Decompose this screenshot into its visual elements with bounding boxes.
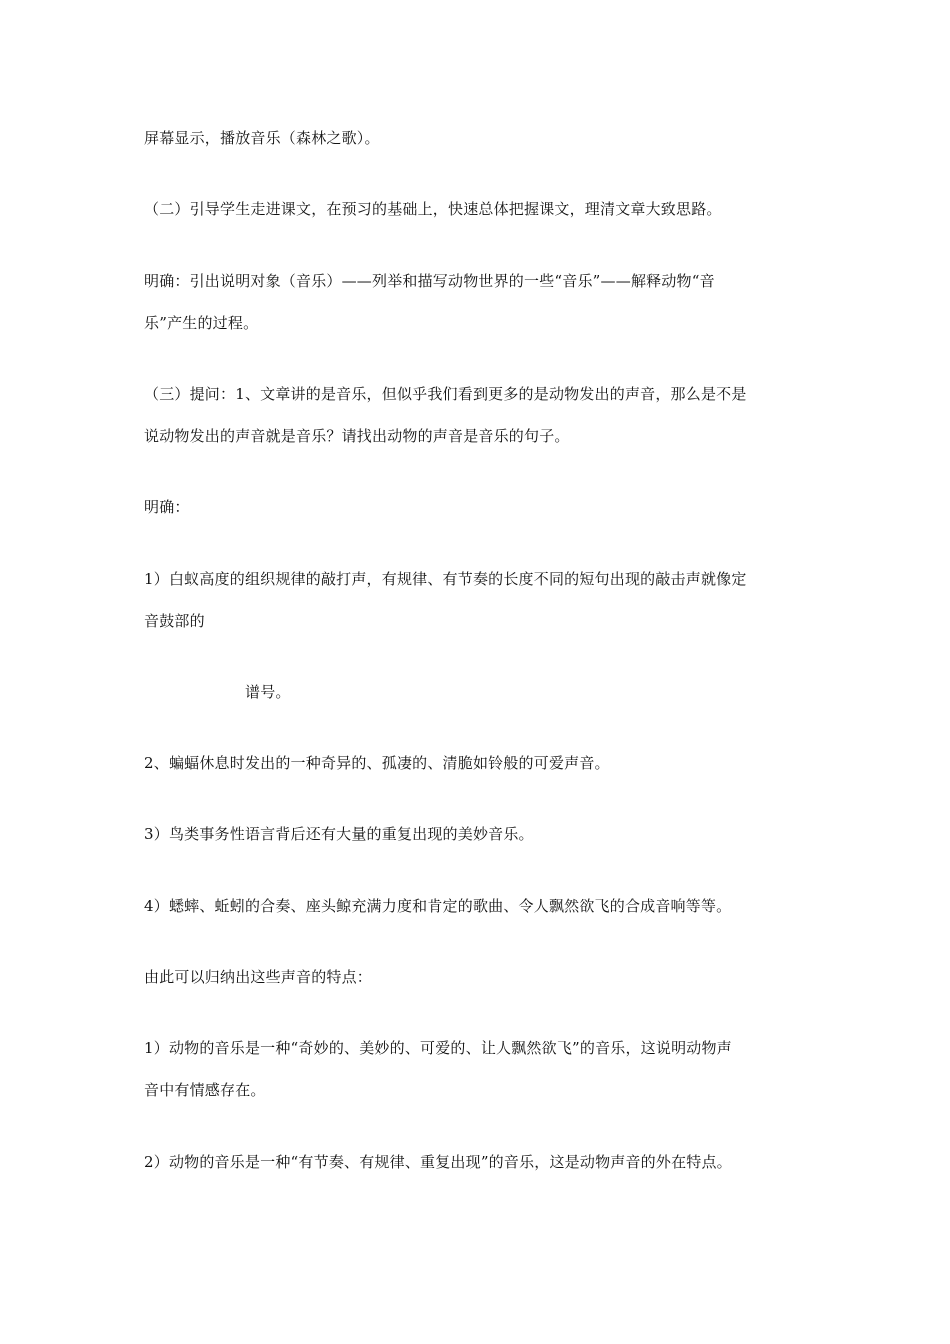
paragraph-line: 4）蟋蟀、蚯蚓的合奏、座头鲸充满力度和肯定的歌曲、令人飘然欲飞的合成音响等等。: [144, 897, 732, 915]
paragraph-line: （二）引导学生走进课文，在预习的基础上，快速总体把握课文，理清文章大致思路。: [144, 200, 722, 218]
paragraph-line: 1）白蚁高度的组织规律的敲打声，有规律、有节奏的长度不同的短句出现的敲击声就像定: [144, 570, 747, 588]
paragraph-line: 说动物发出的声音就是音乐？请找出动物的声音是音乐的句子。: [144, 427, 570, 445]
paragraph-line: 1）动物的音乐是一种“奇妙的、美妙的、可爱的、让人飘然欲飞”的音乐，这说明动物声: [144, 1039, 732, 1057]
paragraph-line: 音鼓部的: [144, 612, 205, 630]
paragraph-line: 谱号。: [245, 683, 291, 701]
paragraph-line: 明确：: [144, 498, 190, 516]
paragraph-line: 乐”产生的过程。: [144, 314, 259, 332]
paragraph-line: 3）鸟类事务性语言背后还有大量的重复出现的美妙音乐。: [144, 825, 534, 843]
paragraph-line: 由此可以归纳出这些声音的特点：: [144, 968, 373, 986]
paragraph-line: 2、蝙蝠休息时发出的一种奇异的、孤凄的、清脆如铃般的可爱声音。: [144, 754, 610, 772]
paragraph-line: 2）动物的音乐是一种“有节奏、有规律、重复出现”的音乐，这是动物声音的外在特点。: [144, 1153, 732, 1171]
paragraph-line: 屏幕显示，播放音乐（森林之歌）。: [144, 129, 380, 147]
paragraph-line: （三）提问：1、文章讲的是音乐，但似乎我们看到更多的是动物发出的声音，那么是不是: [144, 385, 747, 403]
paragraph-line: 明确：引出说明对象（音乐）——列举和描写动物世界的一些“音乐”——解释动物“音: [144, 272, 715, 290]
paragraph-line: 音中有情感存在。: [144, 1081, 266, 1099]
